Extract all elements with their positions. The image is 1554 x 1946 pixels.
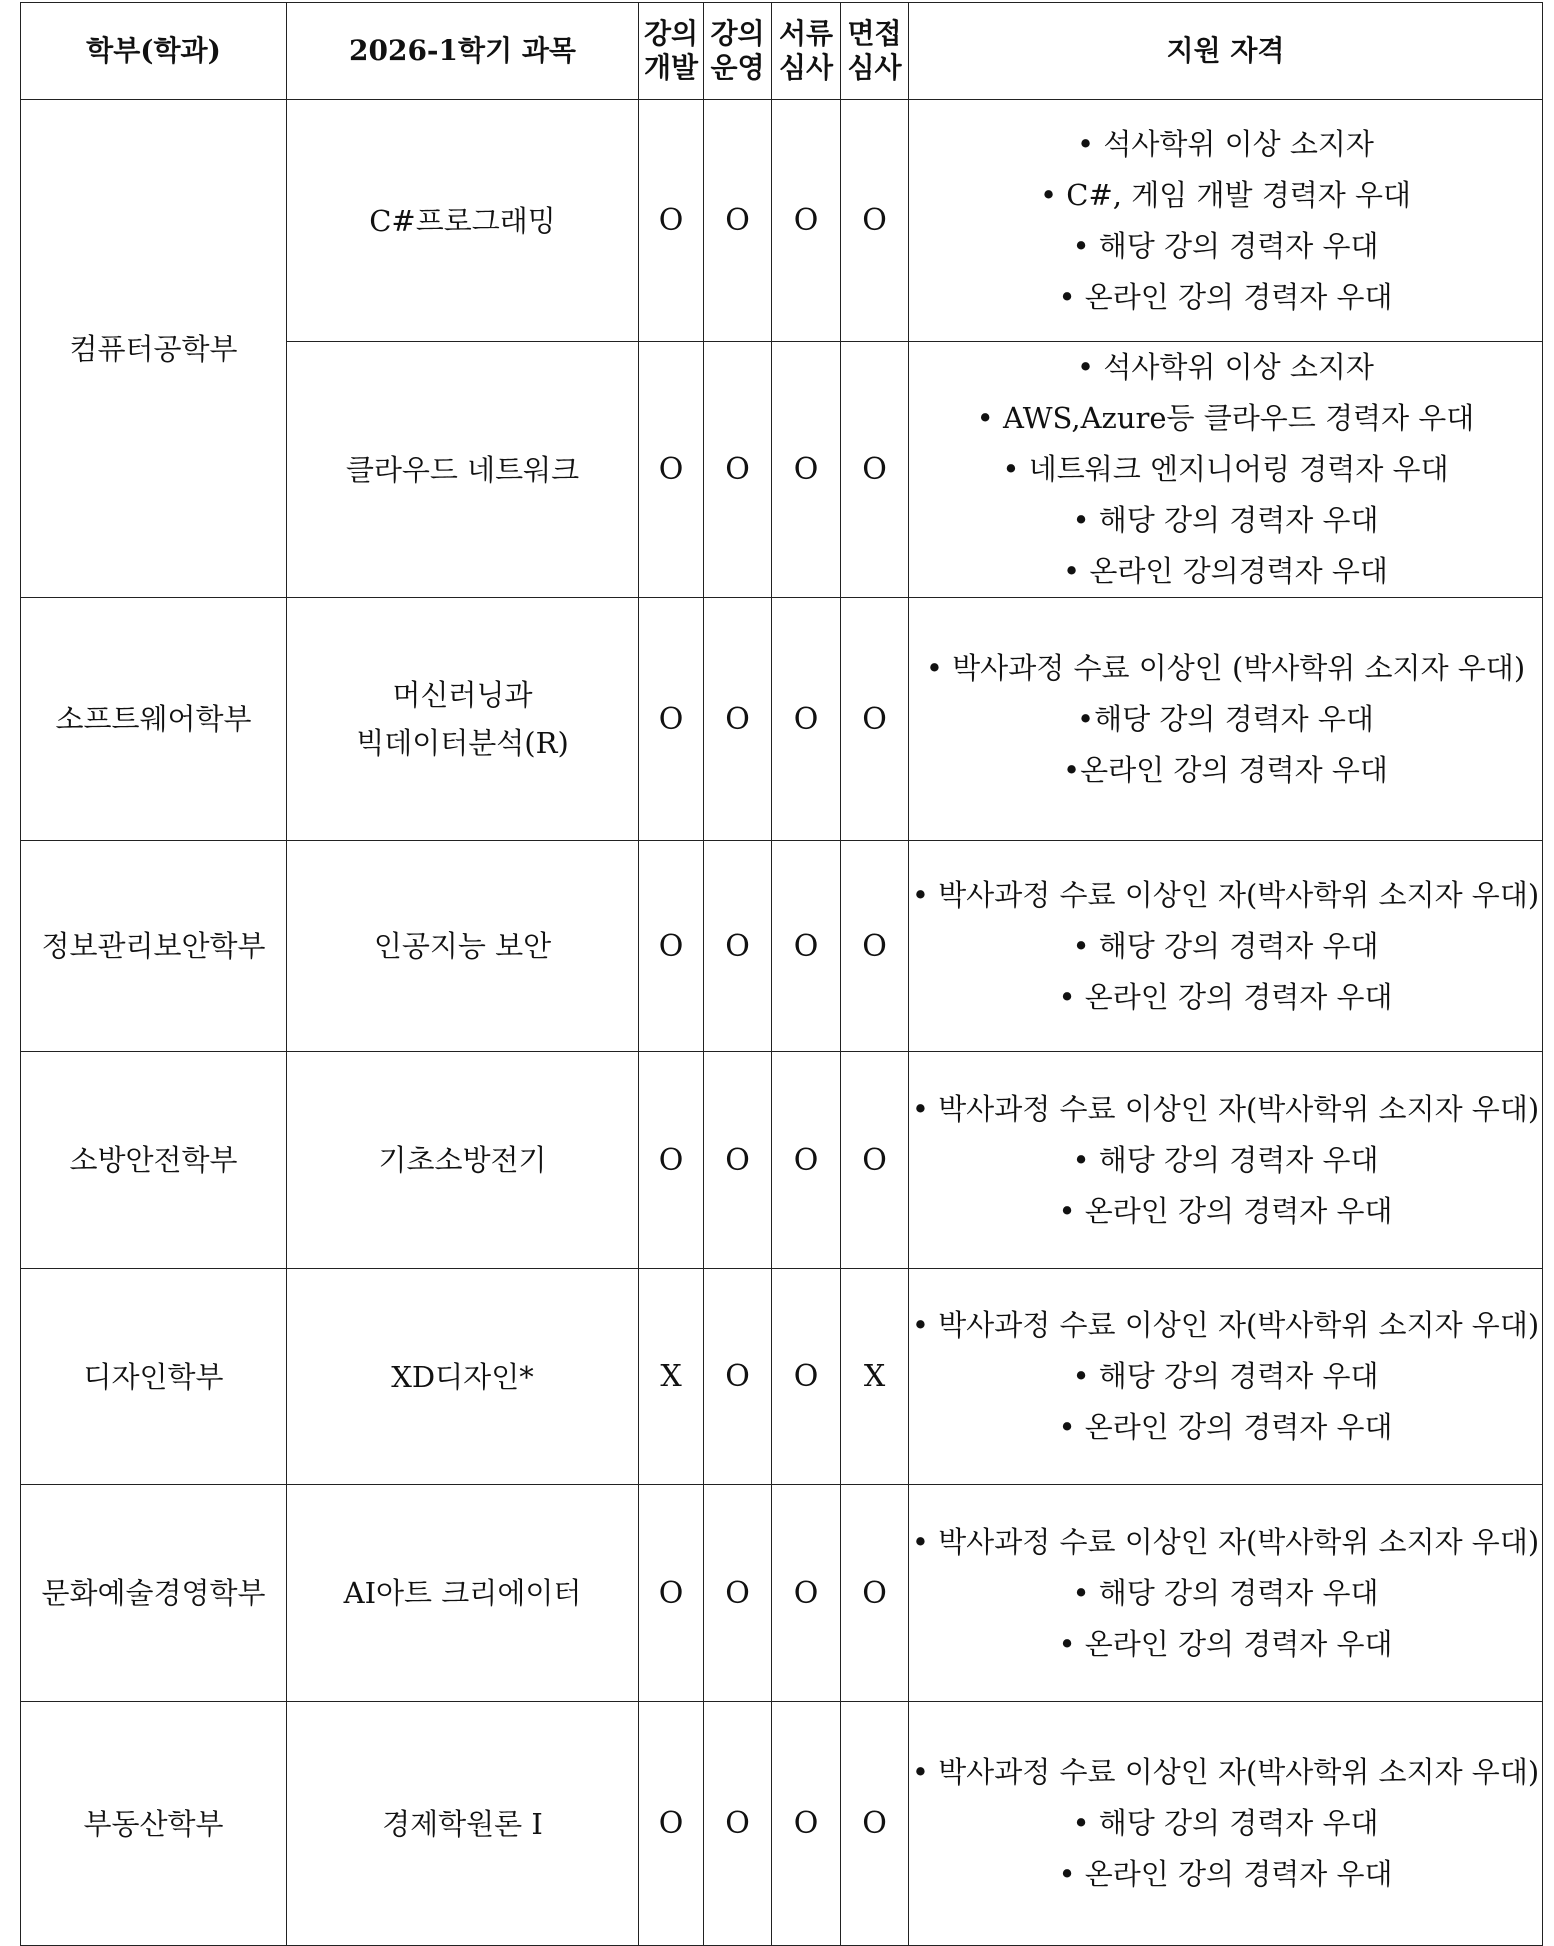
header-interview-line2: 심사 (847, 51, 902, 84)
header-course: 2026-1학기 과목 (287, 3, 639, 100)
qualification-item: • 박사과정 수료 이상인 자(박사학위 소지자 우대) (911, 1524, 1540, 1559)
qualification-item: • 해당 강의 경력자 우대 (1072, 1575, 1379, 1610)
document-review-mark: O (772, 100, 841, 342)
operation-mark: O (704, 1052, 772, 1269)
course-name-line: 인공지능 보안 (373, 929, 552, 963)
development-mark: X (639, 1269, 704, 1485)
course-cell (287, 841, 639, 1052)
department-cell: 정보관리보안학부 (21, 841, 287, 1052)
header-row (21, 3, 1543, 100)
course-cell (287, 1269, 639, 1485)
header-development-line2: 개발 (643, 51, 699, 84)
qualification-item: • 온라인 강의 경력자 우대 (1058, 1857, 1393, 1891)
operation-mark: O (704, 1269, 772, 1485)
qualification-item: • 해당 강의 경력자 우대 (1072, 928, 1379, 963)
header-operation-line2: 운영 (710, 51, 765, 84)
recruitment-table (20, 2, 1543, 1946)
qualification-item: • 온라인 강의경력자 우대 (1063, 554, 1388, 588)
course-name-line: 머신러닝과 (392, 678, 533, 712)
course-name-line: C#프로그래밍 (369, 203, 556, 238)
operation-mark: O (704, 1702, 772, 1946)
header-development (639, 3, 704, 100)
qualification-item: • 박사과정 수료 이상인 자(박사학위 소지자 우대) (911, 1308, 1540, 1342)
header-development-line1: 강의 (643, 17, 699, 50)
course-name-line: 기초소방전기 (378, 1143, 547, 1177)
qualification-item: • 해당 강의 경력자 우대 (1072, 228, 1379, 263)
document-review-mark: O (772, 1485, 841, 1702)
interview-mark: O (841, 100, 909, 342)
course-name-line: AI아트 크리에이터 (343, 1576, 582, 1610)
interview-mark: O (841, 841, 909, 1052)
qualification-item: • 온라인 강의 경력자 우대 (1058, 1410, 1393, 1444)
header-interview (841, 3, 909, 100)
qualification-item: •해당 강의 경력자 우대 (1077, 701, 1374, 736)
operation-mark: O (704, 342, 772, 598)
qualification-item: • 박사과정 수료 이상인 자(박사학위 소지자 우대) (911, 1091, 1540, 1126)
header-document-review (772, 3, 841, 100)
course-name-line: 빅데이터분석(R) (356, 726, 569, 760)
operation-mark: O (704, 100, 772, 342)
interview-mark: X (841, 1269, 909, 1485)
operation-mark: O (704, 841, 772, 1052)
department-cell: 소방안전학부 (21, 1052, 287, 1269)
qualification-item: • 석사학위 이상 소지자 (1077, 126, 1374, 161)
interview-mark: O (841, 598, 909, 841)
interview-mark: O (841, 1702, 909, 1946)
header-interview-line1: 면접 (847, 17, 902, 50)
development-mark: O (639, 1485, 704, 1702)
course-cell (287, 100, 639, 342)
qualification-item: • 해당 강의 경력자 우대 (1072, 503, 1379, 537)
qualification-item: • C#, 게임 개발 경력자 우대 (1039, 177, 1412, 212)
qualification-item: • 박사과정 수료 이상인 (박사학위 소지자 우대) (925, 650, 1526, 685)
header-qualifications: 지원 자격 (909, 3, 1543, 100)
department-cell: 소프트웨어학부 (21, 598, 287, 841)
document-review-mark: O (772, 1269, 841, 1485)
course-cell (287, 342, 639, 598)
qualification-item: •온라인 강의 경력자 우대 (1063, 752, 1388, 787)
qualifications-cell (909, 598, 1543, 841)
interview-mark: O (841, 1485, 909, 1702)
qualifications-cell (909, 841, 1543, 1052)
qualifications-cell (909, 1702, 1543, 1946)
header-operation-line1: 강의 (710, 17, 765, 50)
department-cell: 부동산학부 (21, 1702, 287, 1946)
document-review-mark: O (772, 1052, 841, 1269)
interview-mark: O (841, 342, 909, 598)
operation-mark: O (704, 1485, 772, 1702)
table-row (21, 100, 1543, 342)
qualification-item: • 온라인 강의 경력자 우대 (1058, 1193, 1393, 1228)
table-row (21, 1052, 1543, 1269)
course-name-line: 클라우드 네트워크 (345, 452, 580, 487)
table-row (21, 841, 1543, 1052)
development-mark: O (639, 1702, 704, 1946)
qualifications-cell (909, 342, 1543, 598)
qualification-item: • AWS,Azure등 클라우드 경력자 우대 (976, 401, 1475, 435)
course-cell (287, 1485, 639, 1702)
department-cell: 디자인학부 (21, 1269, 287, 1485)
document-review-mark: O (772, 841, 841, 1052)
course-name-line: XD디자인* (391, 1359, 534, 1394)
document-review-mark: O (772, 598, 841, 841)
qualification-item: • 해당 강의 경력자 우대 (1072, 1142, 1379, 1177)
department-cell: 컴퓨터공학부 (21, 100, 287, 598)
course-cell (287, 598, 639, 841)
qualification-item: • 석사학위 이상 소지자 (1077, 350, 1374, 384)
development-mark: O (639, 841, 704, 1052)
header-document-review-line1: 서류 (778, 17, 834, 50)
table-row (21, 1702, 1543, 1946)
qualification-item: • 네트워크 엔지니어링 경력자 우대 (1002, 452, 1449, 486)
development-mark: O (639, 342, 704, 598)
course-cell (287, 1702, 639, 1946)
qualification-item: • 해당 강의 경력자 우대 (1072, 1359, 1379, 1393)
document-review-mark: O (772, 1702, 841, 1946)
qualification-item: • 온라인 강의 경력자 우대 (1058, 979, 1393, 1014)
development-mark: O (639, 1052, 704, 1269)
qualification-item: • 박사과정 수료 이상인 자(박사학위 소지자 우대) (911, 1755, 1540, 1789)
qualification-item: • 박사과정 수료 이상인 자(박사학위 소지자 우대) (911, 877, 1540, 912)
qualification-item: • 온라인 강의 경력자 우대 (1058, 279, 1393, 314)
qualifications-cell (909, 1052, 1543, 1269)
interview-mark: O (841, 1052, 909, 1269)
department-cell: 문화예술경영학부 (21, 1485, 287, 1702)
operation-mark: O (704, 598, 772, 841)
development-mark: O (639, 598, 704, 841)
table-row (21, 598, 1543, 841)
header-operation (704, 3, 772, 100)
table-row (21, 1269, 1543, 1485)
document-review-mark: O (772, 342, 841, 598)
course-name-line: 경제학원론 I (382, 1806, 543, 1841)
course-cell (287, 1052, 639, 1269)
qualifications-cell (909, 100, 1543, 342)
development-mark: O (639, 100, 704, 342)
qualification-item: • 해당 강의 경력자 우대 (1072, 1806, 1379, 1840)
table-row (21, 1485, 1543, 1702)
header-department: 학부(학과) (21, 3, 287, 100)
qualification-item: • 온라인 강의 경력자 우대 (1058, 1626, 1393, 1661)
table-body (21, 100, 1543, 1946)
header-document-review-line2: 심사 (778, 51, 834, 84)
qualifications-cell (909, 1269, 1543, 1485)
qualifications-cell (909, 1485, 1543, 1702)
